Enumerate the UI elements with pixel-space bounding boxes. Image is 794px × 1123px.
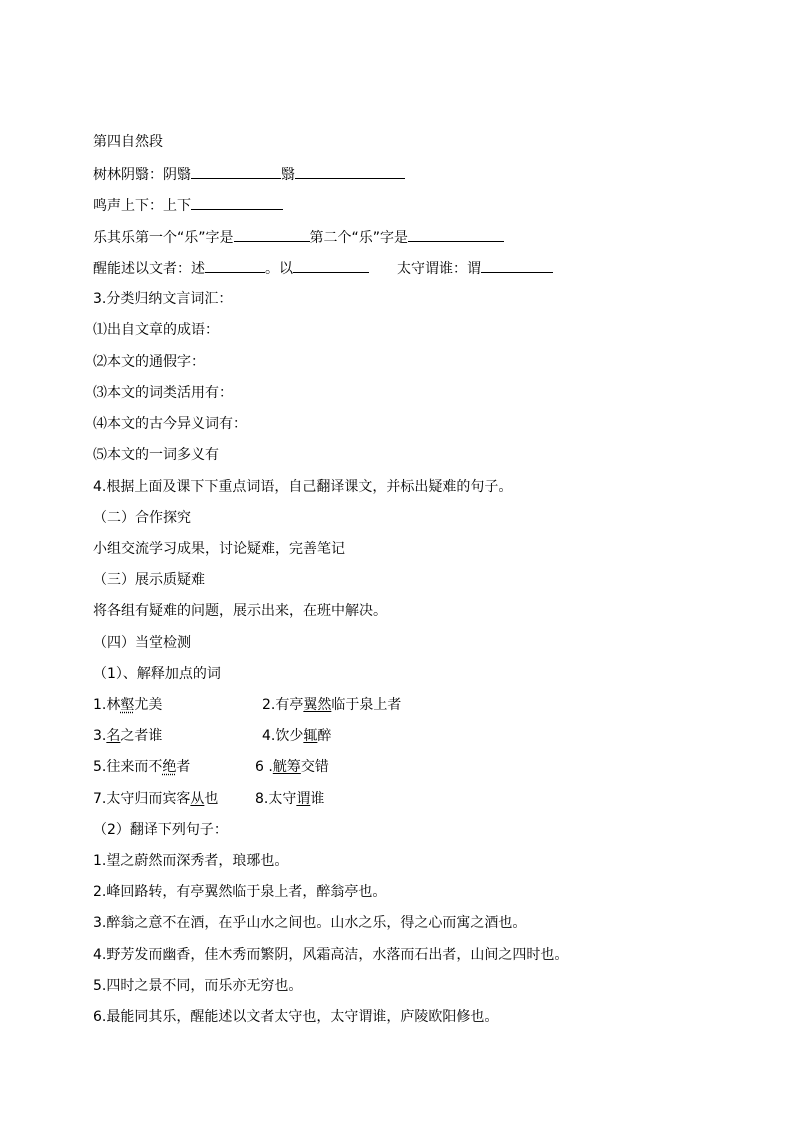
item-4: 4.根据上面及课下下重点词语，自己翻译课文，并标出疑难的句子。 — [93, 479, 513, 495]
answer-blank-yinyi[interactable] — [191, 163, 281, 179]
word-item-3-post: 之者谁 — [120, 728, 163, 744]
answer-blank-le-second[interactable] — [408, 226, 504, 242]
word-item-4 — [262, 726, 331, 746]
word-item-5-key: 绝 — [162, 759, 177, 775]
subsection-1-title: （1）、解释加点的词 — [93, 666, 221, 682]
sentence-6: 6.最能同其乐，醒能述以文者太守也，太守谓谁，庐陵欧阳修也。 — [93, 1009, 499, 1025]
word-item-3-pre: 3. — [93, 728, 107, 744]
word-item-6-pre: 6 . — [255, 759, 273, 775]
part-2-title: （二）合作探究 — [93, 510, 191, 526]
item-3-sub-5: ⑸本文的一词多义有 — [93, 447, 219, 463]
word-item-1-pre: 1.林 — [93, 697, 121, 713]
word-item-2-key: 翼然 — [303, 697, 332, 713]
question-le-mid: 第二个“乐”字是 — [309, 230, 409, 246]
item-3-sub-2: ⑵本文的通假字： — [93, 354, 205, 370]
sentence-5: 5.四时之景不同，而乐亦无穷也。 — [93, 978, 303, 994]
section-title: 第四自然段 — [93, 134, 163, 150]
question-mingsheng — [93, 194, 283, 214]
answer-blank-shu[interactable] — [205, 257, 265, 273]
word-item-2-post: 临于泉上者 — [331, 697, 402, 713]
item-3-sub-3: ⑶本文的词类活用有： — [93, 385, 233, 401]
answer-blank-le-first[interactable] — [234, 226, 310, 242]
word-item-8-pre: 8.太守 — [255, 791, 297, 807]
question-shulin-prefix: 树林阴翳：阴翳 — [93, 167, 191, 183]
word-item-1 — [93, 695, 162, 715]
question-xingneng — [93, 257, 553, 277]
word-item-8-post: 谁 — [310, 791, 325, 807]
word-item-3 — [93, 726, 162, 746]
word-item-7-pre: 7.太守归而宾客 — [93, 791, 191, 807]
word-item-5 — [93, 757, 190, 777]
question-shulin — [93, 163, 405, 183]
question-taishou-label: 太守谓谁：谓 — [397, 261, 481, 277]
sentence-2: 2.峰回路转，有亭翼然临于泉上者，醉翁亭也。 — [93, 884, 387, 900]
word-item-8-key: 谓 — [296, 791, 311, 807]
answer-blank-yi-instrument[interactable] — [293, 257, 369, 273]
answer-blank-shangxia[interactable] — [191, 194, 283, 210]
word-item-5-post: 者 — [176, 759, 191, 775]
answer-blank-yi[interactable] — [295, 163, 405, 179]
word-item-8 — [255, 789, 324, 809]
word-item-7 — [93, 789, 218, 809]
sentence-3: 3.醉翁之意不在酒，在乎山水之间也。山水之乐，得之心而寓之酒也。 — [93, 915, 527, 931]
word-item-1-post: 尤美 — [134, 697, 163, 713]
word-item-5-pre: 5.往来而不 — [93, 759, 163, 775]
question-le — [93, 226, 504, 246]
part-4-title: （四）当堂检测 — [93, 635, 191, 651]
subsection-2-title: （2）翻译下列句子： — [93, 822, 228, 838]
word-item-6 — [255, 757, 329, 777]
word-item-6-key: 觥筹 — [272, 759, 301, 775]
word-item-4-key: 辄 — [303, 728, 318, 744]
word-item-3-key: 名 — [106, 728, 121, 744]
item-3: 3.分类归纳文言词汇： — [93, 291, 233, 307]
word-item-2-pre: 2.有亭 — [262, 697, 304, 713]
word-item-7-key: 从 — [190, 791, 205, 807]
word-item-1-key: 壑 — [120, 697, 135, 713]
part-3-text: 将各组有疑难的问题，展示出来，在班中解决。 — [93, 603, 387, 619]
sentence-1: 1.望之蔚然而深秀者，琅琊也。 — [93, 853, 289, 869]
question-xingneng-prefix: 醒能述以文者：述 — [93, 261, 205, 277]
question-mingsheng-prefix: 鸣声上下：上下 — [93, 198, 191, 214]
item-3-sub-4: ⑷本文的古今异义词有： — [93, 416, 247, 432]
word-item-4-pre: 4.饮少 — [262, 728, 304, 744]
word-item-4-post: 醉 — [317, 728, 332, 744]
item-3-sub-1: ⑴出自文章的成语： — [93, 322, 219, 338]
answer-blank-wei[interactable] — [481, 257, 553, 273]
question-shulin-mid: 翳 — [281, 167, 295, 183]
word-item-2 — [262, 695, 401, 715]
question-xingneng-mid: 。以 — [265, 261, 293, 277]
word-item-7-post: 也 — [204, 791, 219, 807]
part-2-text: 小组交流学习成果，讨论疑难，完善笔记 — [93, 541, 345, 557]
word-item-6-post: 交错 — [300, 759, 329, 775]
part-3-title: （三）展示质疑难 — [93, 572, 205, 588]
sentence-4: 4.野芳发而幽香，佳木秀而繁阴，风霜高洁，水落而石出者，山间之四时也。 — [93, 947, 569, 963]
question-le-prefix: 乐其乐第一个“乐”字是 — [93, 230, 234, 246]
